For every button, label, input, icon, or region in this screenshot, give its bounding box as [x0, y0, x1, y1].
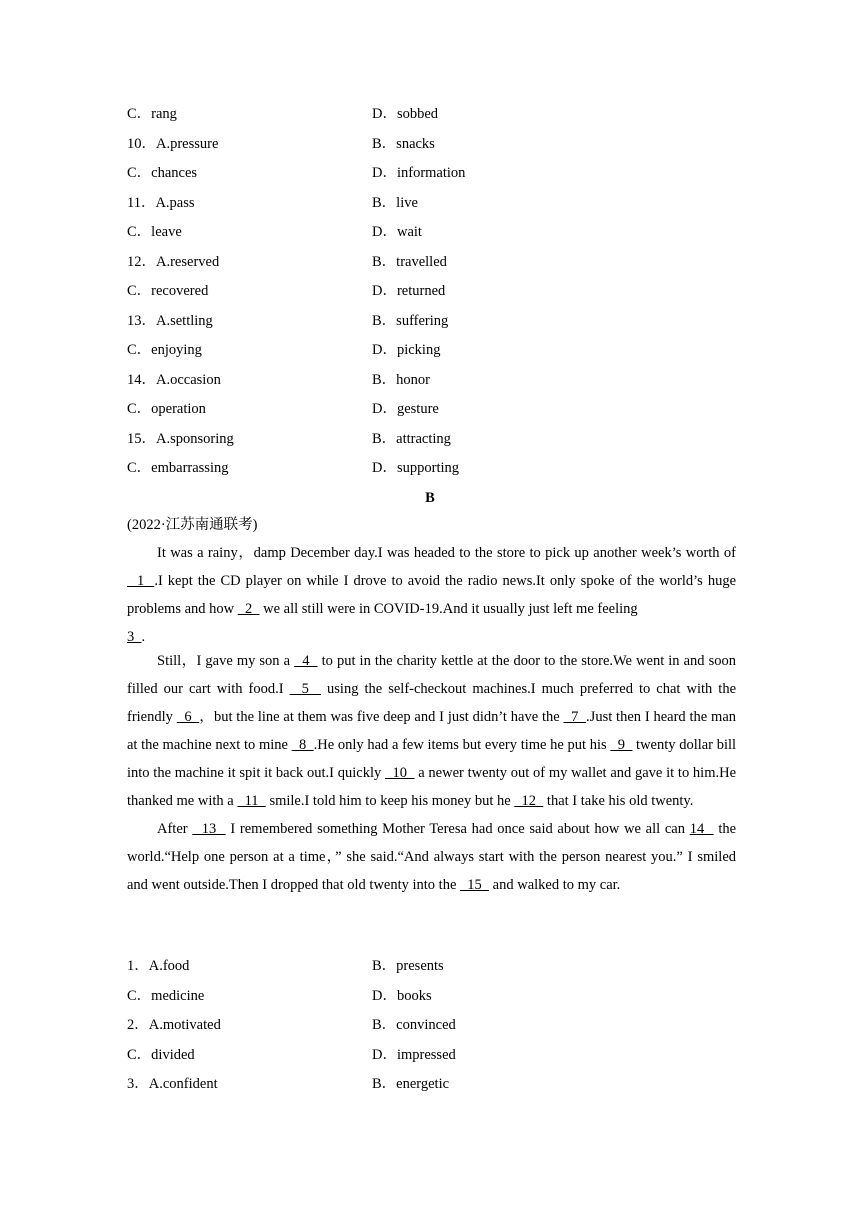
option-left: C．enjoying [127, 342, 202, 358]
option-right: D．wait [372, 224, 422, 240]
option-row [127, 222, 737, 242]
blank-12: 12 [514, 793, 544, 809]
option-row [127, 193, 737, 213]
blank-15: 15 [460, 877, 490, 893]
option-row [127, 1015, 737, 1035]
option-right: B．attracting [372, 430, 451, 447]
blank-11: 11 [237, 793, 266, 809]
passage-paragraph: Still，I gave my son a 4 to put in the charity kettle at the door to the store.We went in and soon filled our cart with food.I 5 using the self-checkout machines.I much preferred to chat with the friendly 6 ，but the line at them was five deep and I just didn’t have the 7 .Just then I heard the man at the machine next to mine 8 .He only had a few items but every time he put his 9 twenty dollar bill into the machine it spit it back out.I quickly 10 a newer twenty out of my wallet and gave it to him.He thanked me with a 11 smile.I told him to keep his money but he 12 that I take his old twenty. [127, 653, 737, 809]
option-left: C．medicine [127, 987, 205, 1004]
section-title: B [425, 490, 435, 506]
option-left: C．operation [127, 401, 206, 417]
option-left: 1．A.food [127, 958, 190, 974]
option-left: C．recovered [127, 283, 209, 299]
option-row [127, 429, 737, 449]
option-right: B．convinced [372, 1017, 456, 1033]
option-right: D．returned [372, 283, 446, 299]
option-left: C．leave [127, 224, 182, 240]
option-left: 14．A.occasion [127, 371, 221, 388]
blank-10: 10 [385, 765, 415, 781]
option-row [127, 399, 737, 419]
option-row [127, 1074, 737, 1094]
option-left: C．chances [127, 165, 198, 181]
option-right: B．honor [372, 371, 430, 388]
blank-1: 1 [127, 573, 155, 589]
blank-2: 2 [237, 601, 260, 617]
option-right: D．information [372, 165, 466, 181]
blank-8: 8 [291, 737, 314, 753]
option-row [127, 956, 737, 976]
option-right: B．travelled [372, 253, 447, 270]
option-row [127, 134, 737, 154]
blank-6: 6 [176, 709, 200, 725]
option-right: B．suffering [372, 312, 449, 329]
option-row [127, 252, 737, 272]
blank-5: 5 [289, 681, 321, 697]
option-left: C．embarrassing [127, 460, 229, 476]
option-row [127, 104, 737, 124]
blank-13: 13 [192, 821, 226, 837]
option-right: D．supporting [372, 460, 459, 476]
option-right: B．live [372, 194, 418, 211]
option-row [127, 281, 737, 301]
option-left: 11．A.pass [127, 194, 195, 211]
option-left: 3．A.confident [127, 1076, 218, 1092]
option-row [127, 340, 737, 360]
option-left: 10．A.pressure [127, 135, 219, 152]
blank-4: 4 [294, 653, 318, 669]
passage [127, 539, 736, 899]
passage-paragraph: It was a rainy，damp December day.I was headed to the store to pick up another week’s worth of 1 .I kept the CD player on while I drove to avoid the radio news.It only spoke of the world’s huge problems and how 2 we all still were in COVID-19.And it usually just left me feeling 3 . [127, 545, 737, 645]
source-note: (2022·江苏南通联考) [127, 517, 258, 533]
option-left: C．rang [127, 106, 177, 122]
option-right: B．snacks [372, 135, 435, 152]
option-right: D．picking [372, 342, 441, 358]
option-left: 2．A.motivated [127, 1017, 221, 1033]
option-row [127, 458, 737, 478]
option-row [127, 163, 737, 183]
blank-9: 9 [610, 737, 633, 753]
option-left: 15．A.sponsoring [127, 430, 234, 447]
blank-7: 7 [563, 709, 587, 725]
option-left: C．divided [127, 1046, 195, 1063]
option-right: D．sobbed [372, 106, 439, 122]
option-right: B．energetic [372, 1076, 450, 1092]
blank-14: 14 [689, 821, 714, 837]
option-right: D．books [372, 987, 432, 1004]
option-row [127, 1045, 737, 1065]
option-right: B．presents [372, 958, 444, 974]
blank-3: 3 [127, 629, 142, 645]
option-left: 12．A.reserved [127, 253, 220, 270]
option-right: D．impressed [372, 1046, 456, 1063]
passage-paragraph: After 13 I remembered something Mother Teresa had once said about how we all can 14 the world.“Help one person at a time，” she said.“And always start with the person nearest you.” I smiled and went outside.Then I dropped that old twenty into the 15 and walked to my car. [127, 821, 737, 893]
option-right: D．gesture [372, 401, 439, 417]
option-row [127, 986, 737, 1006]
option-row [127, 370, 737, 390]
option-row [127, 311, 737, 331]
option-left: 13．A.settling [127, 312, 213, 329]
